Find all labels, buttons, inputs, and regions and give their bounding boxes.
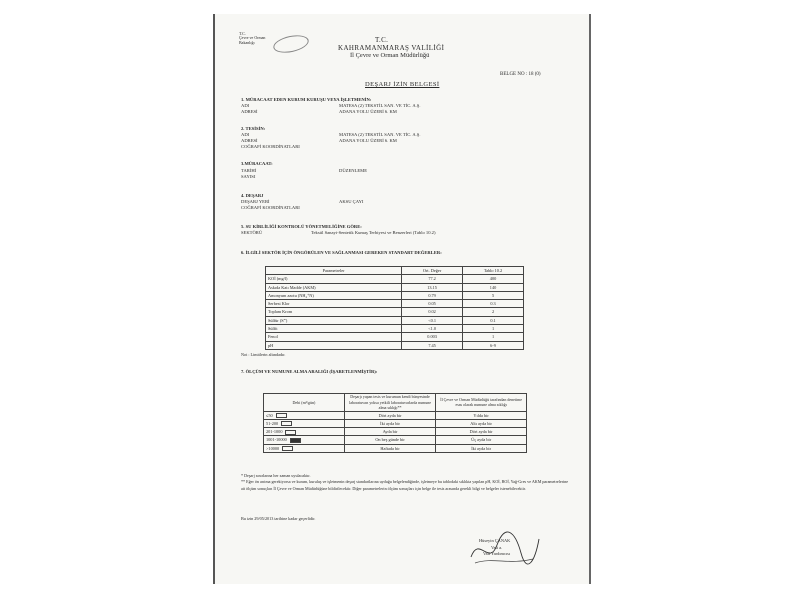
table-note: Not : Limitlerin altındadır.	[241, 352, 286, 357]
table-cell: Üç ayda bir	[436, 436, 527, 444]
table-cell: Dört ayda bir	[436, 428, 527, 436]
table-cell: Haftada bir	[344, 444, 435, 452]
checkbox-icon	[281, 421, 292, 426]
official-stamp-icon	[272, 32, 311, 55]
table-row	[266, 308, 524, 316]
document-number: BELGE NO : 18 (0)	[500, 72, 541, 77]
table-cell: İki ayda bir	[436, 444, 527, 452]
permit-document	[213, 14, 591, 584]
column-header: İl Çevre ve Orman Müdürlüğü tarafından denetime esas olarak numune alma sıklığı	[436, 394, 527, 412]
table-cell: 140	[463, 283, 524, 291]
facility-name-value: MATESA (2) TEKSTİL SAN. VE TİC. A.Ş.	[339, 132, 421, 137]
table-cell: 77.2	[402, 275, 463, 283]
table-cell: pH	[266, 341, 402, 349]
column-header: Tablo 10.2	[463, 267, 524, 275]
application-number-label: SAYISI	[241, 174, 256, 179]
column-header: Debi (m³/gün)	[264, 394, 345, 412]
table-cell: 7.45	[402, 341, 463, 349]
table-cell: 0.05	[402, 300, 463, 308]
table-cell: Altı ayda bir	[436, 419, 527, 427]
table-cell: Sülfit	[266, 325, 402, 333]
table-cell: 0.02	[402, 308, 463, 316]
table-row	[264, 428, 527, 436]
signatory-name: Hüseyin ÇANAK	[479, 538, 511, 543]
table-cell: Ayda bir	[344, 428, 435, 436]
flow-range: 51-200	[266, 420, 279, 426]
table-cell: KOİ (mg/l)	[266, 275, 402, 283]
table-cell: 0.1	[463, 316, 524, 324]
table-cell: 0.79	[402, 291, 463, 299]
table-row	[266, 316, 524, 324]
table-header-row	[264, 394, 527, 412]
checkbox-icon	[282, 446, 293, 451]
discharge-coords-label: COĞRAFİ KOORDİNATLARI	[241, 205, 300, 210]
checkbox-icon	[276, 413, 287, 418]
applicant-name-label: ADI	[241, 103, 250, 108]
table-row	[264, 419, 527, 427]
table-cell: Fenol	[266, 333, 402, 341]
footnote: * Deşarj sınırlarına her zaman uyulacaktır.	[241, 473, 311, 478]
signatory-title: Vali a.	[491, 545, 503, 550]
table-cell	[264, 436, 345, 444]
table-cell	[264, 444, 345, 452]
applicant-name-value: MATESA (2) TEKSTİL SAN. VE TİC. A.Ş.	[339, 103, 421, 108]
column-header: Deşarjı yapan tesis ve kurumun kendi bünyesinde laboratuvarı yoksa yetkili laboratuvarlarda numune alma sıklığı**	[344, 394, 435, 412]
ministry-label-line: Çevre ve Orman	[239, 35, 266, 41]
facility-coords-label: COĞRAFİ KOORDİNATLARI	[241, 144, 300, 149]
checkbox-icon	[285, 430, 296, 435]
signatory-role: Vali Yardımcısı	[483, 551, 511, 556]
sector-label: SEKTÖRÜ	[241, 230, 263, 235]
flow-range: ≤50	[266, 412, 273, 418]
table-header-row	[266, 267, 524, 275]
application-date-label: TARİHİ	[241, 168, 257, 173]
table-cell: 1	[463, 325, 524, 333]
table-row	[266, 300, 524, 308]
table-cell: Amonyum azotu (NH₄⁺N)	[266, 291, 402, 299]
flow-range: >10000	[266, 445, 280, 451]
table-row	[266, 275, 524, 283]
table-row	[264, 411, 527, 419]
applicant-address-value: ADANA YOLU ÜZERİ 6. KM	[339, 109, 397, 114]
table-cell: 1	[463, 333, 524, 341]
signature-icon	[465, 527, 543, 571]
table-cell: 400	[463, 275, 524, 283]
table-row	[266, 283, 524, 291]
section-2-heading: 2. TESİSİN:	[241, 126, 266, 131]
section-6-heading: 6. İLGİLİ SEKTÖR İÇİN ÖNGÖRÜLEN VE SAĞLANMASI GEREKEN STANDART DEĞERLER:	[241, 250, 442, 255]
sampling-frequency-table	[263, 393, 527, 453]
table-row	[266, 333, 524, 341]
application-date-value: DÜZENLEME	[339, 168, 368, 173]
discharge-place-value: AKSU ÇAYI	[339, 199, 364, 204]
section-7-heading: 7. ÖLÇÜM VE NUMUNE ALMA ARALIĞI (İŞARETLENMİŞTİR):	[241, 369, 378, 374]
table-cell: Yılda bir	[436, 411, 527, 419]
ministry-label-line: T.C.	[239, 31, 246, 36]
header-tc: T.C.	[375, 36, 389, 44]
table-cell: 2	[463, 308, 524, 316]
discharge-place-label: DEŞARJ YERİ	[241, 199, 270, 204]
header-directorate: İl Çevre ve Orman Müdürlüğü	[350, 52, 430, 59]
section-5-heading: 5. SU KİRLİLİĞİ KONTROLÜ YÖNETMELİĞİNE GÖRE:	[241, 224, 362, 229]
footnotes	[241, 473, 571, 492]
footnote: ** Eğer ön arıtma gerekiyorsa ve kurum, kuruluş ve işletmenin deşarj standartlarına uyduğu belgelendiğinde, işletmeye bu tablodaki sıklıkta yapılan pH, KOİ, BOİ, Yağ-Gres ve AKM parametrelerine ait ölçüm sonuçları İl Çevre ve Orman Müdürlüğüne bildirilecektir. Diğer parametrelerin ölçüm sonuçları için belge ile tesis arasında gerekli bilgi ve belgeler istenebilecektir.	[241, 479, 569, 491]
flow-range: 1001-10000	[266, 437, 287, 443]
table-cell: Serbest Klor	[266, 300, 402, 308]
table-cell: 13.15	[402, 283, 463, 291]
table-cell	[264, 419, 345, 427]
facility-address-label: ADRESİ	[241, 138, 258, 143]
checked-box-icon	[290, 438, 301, 443]
table-row	[266, 341, 524, 349]
standard-values-table	[265, 266, 524, 350]
table-cell: İki ayda bir	[344, 419, 435, 427]
table-row	[266, 325, 524, 333]
section-3-heading: 3.MÜRACAAT:	[241, 161, 273, 166]
column-header: Ort. Değer	[402, 267, 463, 275]
table-row	[264, 436, 527, 444]
table-cell	[264, 411, 345, 419]
table-cell	[264, 428, 345, 436]
section-1-heading: 1. MÜRACAAT EDEN KURUM KURUŞU VEYA İŞLETMENİN:	[241, 97, 372, 102]
ministry-label	[239, 32, 265, 45]
table-cell: Sülfür (S⁼)	[266, 316, 402, 324]
validity-statement: Bu izin 29/05/2013 tarihine kadar geçerlidir.	[241, 516, 316, 521]
table-cell: On beş günde bir	[344, 436, 435, 444]
ministry-label-line: Bakanlığı	[239, 39, 255, 45]
flow-range: 201-1000	[266, 429, 283, 435]
header-governorship: KAHRAMANMARAŞ VALİLİĞİ	[338, 44, 445, 52]
table-cell: <0.1	[402, 316, 463, 324]
table-cell: Dört ayda bir	[344, 411, 435, 419]
table-cell: Askıda Katı Madde (AKM)	[266, 283, 402, 291]
table-cell: 0.3	[463, 300, 524, 308]
facility-name-label: ADI	[241, 132, 250, 137]
section-4-heading: 4. DEŞARJ	[241, 193, 264, 198]
applicant-address-label: ADRESİ	[241, 109, 258, 114]
table-cell: 5	[463, 291, 524, 299]
sector-value: Tekstil Sanayi-Sentetik Kumaş Terbiyesi ve Benzerleri (Tablo 10.2)	[311, 230, 436, 235]
facility-address-value: ADANA YOLU ÜZERİ 6. KM	[339, 138, 397, 143]
table-cell: Toplam Krom	[266, 308, 402, 316]
table-cell: 0.003	[402, 333, 463, 341]
table-cell: 6-9	[463, 341, 524, 349]
column-header: Parametreler	[266, 267, 402, 275]
table-cell: <1.0	[402, 325, 463, 333]
table-row	[264, 444, 527, 452]
table-row	[266, 291, 524, 299]
document-title: DEŞARJ İZİN BELGESİ	[365, 81, 440, 88]
